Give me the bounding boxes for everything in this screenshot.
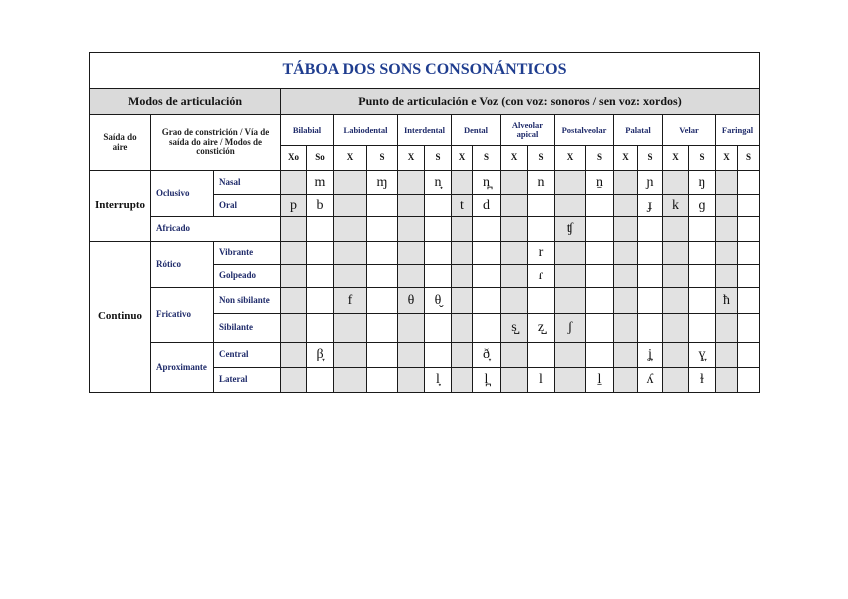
- voice-header: S: [425, 146, 452, 171]
- symbol-cell: [281, 368, 307, 393]
- header-row: [90, 89, 760, 115]
- symbol-cell: [614, 195, 638, 217]
- mode-label: Nasal: [214, 171, 281, 195]
- airflow-label: Interrupto: [90, 171, 151, 242]
- symbol-cell: [367, 242, 398, 265]
- symbol-cell: [738, 265, 760, 288]
- airflow-header-label: Saída do aire: [103, 132, 137, 152]
- symbol-cell: [367, 195, 398, 217]
- symbol-cell: [367, 217, 398, 242]
- symbol-cell: [738, 314, 760, 343]
- constriction-label: Aproximante: [151, 343, 214, 393]
- place-header: Bilabial: [281, 115, 334, 146]
- symbol-cell: [398, 343, 425, 368]
- symbol-cell: [425, 242, 452, 265]
- symbol-cell: [473, 242, 501, 265]
- symbol-cell: [281, 217, 307, 242]
- symbol-cell: [689, 314, 716, 343]
- symbol-cell: [501, 343, 528, 368]
- symbol-cell: [738, 242, 760, 265]
- symbol-cell: [716, 265, 738, 288]
- symbol-cell: [307, 314, 334, 343]
- symbol-cell: s̺: [501, 314, 528, 343]
- symbol-cell: [334, 195, 367, 217]
- voice-header: S: [528, 146, 555, 171]
- symbol-cell: [586, 288, 614, 314]
- symbol-cell: [398, 242, 425, 265]
- symbol-cell: [281, 265, 307, 288]
- symbol-cell: [501, 265, 528, 288]
- symbol-cell: [334, 265, 367, 288]
- symbol-cell: n: [528, 171, 555, 195]
- symbol-cell: ɡ: [689, 195, 716, 217]
- voice-header: S: [689, 146, 716, 171]
- voice-header: So: [307, 146, 334, 171]
- symbol-cell: [334, 343, 367, 368]
- symbol-cell: [398, 217, 425, 242]
- symbol-cell: [334, 368, 367, 393]
- symbol-cell: ɾ: [528, 265, 555, 288]
- symbol-cell: [452, 314, 473, 343]
- place-voice-header: Punto de articulación e Voz (con voz: sonoros / sen voz: xordos): [281, 89, 760, 115]
- symbol-cell: [452, 368, 473, 393]
- table-row: [90, 242, 760, 265]
- symbol-cell: [398, 171, 425, 195]
- symbol-cell: [663, 171, 689, 195]
- symbol-cell: [663, 242, 689, 265]
- voice-header: S: [367, 146, 398, 171]
- symbol-cell: [586, 217, 614, 242]
- voice-header: X: [716, 146, 738, 171]
- symbol-cell: t: [452, 195, 473, 217]
- symbol-cell: p: [281, 195, 307, 217]
- symbol-cell: [367, 343, 398, 368]
- symbol-cell: [281, 288, 307, 314]
- constriction-label: Africado: [151, 217, 281, 242]
- symbol-cell: [614, 343, 638, 368]
- symbol-cell: [614, 265, 638, 288]
- mode-label: Central: [214, 343, 281, 368]
- symbol-cell: [716, 171, 738, 195]
- symbol-cell: l: [528, 368, 555, 393]
- symbol-cell: [689, 265, 716, 288]
- symbol-cell: [528, 217, 555, 242]
- symbol-cell: [614, 217, 638, 242]
- symbol-cell: [738, 288, 760, 314]
- symbol-cell: [638, 265, 663, 288]
- symbol-cell: ŋ: [689, 171, 716, 195]
- symbol-cell: [425, 217, 452, 242]
- symbol-cell: [555, 288, 586, 314]
- title-row: [90, 53, 760, 89]
- symbol-cell: r: [528, 242, 555, 265]
- symbol-cell: [501, 171, 528, 195]
- constriction-header-label: Grao de constrición / Vía de saída do aire / Modos de constición: [161, 127, 270, 157]
- constriction-header: [151, 115, 281, 171]
- symbol-cell: [452, 288, 473, 314]
- symbol-cell: [501, 368, 528, 393]
- symbol-cell: [614, 368, 638, 393]
- symbol-cell: [716, 368, 738, 393]
- symbol-cell: [425, 314, 452, 343]
- symbol-cell: l̠: [586, 368, 614, 393]
- table-row: [90, 343, 760, 368]
- symbol-cell: [367, 288, 398, 314]
- mode-label: Oral: [214, 195, 281, 217]
- symbol-cell: [738, 368, 760, 393]
- symbol-cell: [307, 288, 334, 314]
- symbol-cell: [307, 265, 334, 288]
- symbol-cell: n̟: [425, 171, 452, 195]
- symbol-cell: [334, 242, 367, 265]
- symbol-cell: ʃ: [555, 314, 586, 343]
- symbol-cell: [501, 288, 528, 314]
- place-header: Dental: [452, 115, 501, 146]
- symbol-cell: [528, 288, 555, 314]
- modes-header: Modos de articulación: [90, 89, 281, 115]
- symbol-cell: [716, 195, 738, 217]
- places-header-row: [90, 115, 760, 146]
- voice-header: X: [555, 146, 586, 171]
- symbol-cell: [307, 217, 334, 242]
- symbol-cell: [614, 171, 638, 195]
- voice-header: S: [473, 146, 501, 171]
- symbol-cell: [452, 242, 473, 265]
- symbol-cell: [334, 314, 367, 343]
- symbol-cell: [398, 314, 425, 343]
- symbol-cell: [663, 343, 689, 368]
- table-title: TÁBOA DOS SONS CONSONÁNTICOS: [90, 53, 760, 89]
- symbol-cell: [555, 368, 586, 393]
- airflow-label: Continuo: [90, 242, 151, 393]
- symbol-cell: [689, 217, 716, 242]
- symbol-cell: [614, 314, 638, 343]
- symbol-cell: [663, 314, 689, 343]
- symbol-cell: [473, 288, 501, 314]
- symbol-cell: [716, 343, 738, 368]
- symbol-cell: [586, 195, 614, 217]
- symbol-cell: [738, 195, 760, 217]
- symbol-cell: [367, 265, 398, 288]
- symbol-cell: ɫ: [689, 368, 716, 393]
- symbol-cell: [555, 343, 586, 368]
- voice-header: X: [398, 146, 425, 171]
- place-header: Velar: [663, 115, 716, 146]
- mode-label: Golpeado: [214, 265, 281, 288]
- symbol-cell: [716, 314, 738, 343]
- symbol-cell: [555, 195, 586, 217]
- symbol-cell: [555, 242, 586, 265]
- symbol-cell: ʎ: [638, 368, 663, 393]
- symbol-cell: [452, 343, 473, 368]
- symbol-cell: [638, 314, 663, 343]
- symbol-cell: [716, 217, 738, 242]
- symbol-cell: [738, 343, 760, 368]
- symbol-cell: [638, 242, 663, 265]
- voice-header: X: [663, 146, 689, 171]
- symbol-cell: θ̬: [425, 288, 452, 314]
- symbol-cell: [689, 288, 716, 314]
- voice-header: X: [334, 146, 367, 171]
- symbol-cell: f: [334, 288, 367, 314]
- place-header: Faringal: [716, 115, 760, 146]
- symbol-cell: ʧ: [555, 217, 586, 242]
- constriction-label: Oclusivo: [151, 171, 214, 217]
- symbol-cell: [638, 217, 663, 242]
- table-row: [90, 217, 760, 242]
- symbol-cell: [452, 217, 473, 242]
- symbol-cell: n̪: [473, 171, 501, 195]
- symbol-cell: [281, 343, 307, 368]
- symbol-cell: [614, 288, 638, 314]
- symbol-cell: [473, 217, 501, 242]
- table-body: [90, 171, 760, 393]
- symbol-cell: ʝ̞: [638, 343, 663, 368]
- symbol-cell: l̪: [473, 368, 501, 393]
- voice-header: S: [638, 146, 663, 171]
- symbol-cell: [334, 217, 367, 242]
- symbol-cell: [425, 343, 452, 368]
- voice-header: X: [501, 146, 528, 171]
- symbol-cell: [473, 265, 501, 288]
- symbol-cell: [501, 242, 528, 265]
- symbol-cell: [586, 265, 614, 288]
- symbol-cell: l̟: [425, 368, 452, 393]
- voice-header: X: [452, 146, 473, 171]
- symbol-cell: [425, 195, 452, 217]
- symbol-cell: [501, 195, 528, 217]
- symbol-cell: [307, 368, 334, 393]
- symbol-cell: [281, 242, 307, 265]
- place-header: Palatal: [614, 115, 663, 146]
- table-row: [90, 171, 760, 195]
- symbol-cell: [452, 265, 473, 288]
- symbol-cell: [281, 171, 307, 195]
- constriction-label: Rótico: [151, 242, 214, 288]
- place-header: Labiodental: [334, 115, 398, 146]
- symbol-cell: [367, 368, 398, 393]
- symbol-cell: [638, 288, 663, 314]
- symbol-cell: [398, 368, 425, 393]
- symbol-cell: [367, 314, 398, 343]
- symbol-cell: ɣ̞: [689, 343, 716, 368]
- symbol-cell: n̠: [586, 171, 614, 195]
- symbol-cell: [528, 195, 555, 217]
- symbol-cell: z̺: [528, 314, 555, 343]
- place-header: Postalveolar: [555, 115, 614, 146]
- symbol-cell: [663, 288, 689, 314]
- symbol-cell: [398, 195, 425, 217]
- symbol-cell: [398, 265, 425, 288]
- symbol-cell: [663, 265, 689, 288]
- consonant-table: [89, 52, 760, 393]
- place-header: Alveolar apical: [501, 115, 555, 146]
- symbol-cell: [307, 242, 334, 265]
- voice-header: S: [738, 146, 760, 171]
- symbol-cell: [452, 171, 473, 195]
- symbol-cell: [716, 242, 738, 265]
- place-header: Interdental: [398, 115, 452, 146]
- symbol-cell: ð̞: [473, 343, 501, 368]
- symbol-cell: [281, 314, 307, 343]
- symbol-cell: [473, 314, 501, 343]
- symbol-cell: [501, 217, 528, 242]
- symbol-cell: m: [307, 171, 334, 195]
- symbol-cell: k: [663, 195, 689, 217]
- mode-label: Non sibilante: [214, 288, 281, 314]
- symbol-cell: [738, 171, 760, 195]
- symbol-cell: ħ: [716, 288, 738, 314]
- mode-label: Sibilante: [214, 314, 281, 343]
- symbol-cell: b: [307, 195, 334, 217]
- symbol-cell: ɟ: [638, 195, 663, 217]
- airflow-header: [90, 115, 151, 171]
- symbol-cell: d: [473, 195, 501, 217]
- constriction-label: Fricativo: [151, 288, 214, 343]
- symbol-cell: [586, 314, 614, 343]
- table-row: [90, 288, 760, 314]
- symbol-cell: [689, 242, 716, 265]
- symbol-cell: [614, 242, 638, 265]
- symbol-cell: [528, 343, 555, 368]
- voice-header: X: [614, 146, 638, 171]
- symbol-cell: θ: [398, 288, 425, 314]
- mode-label: Lateral: [214, 368, 281, 393]
- symbol-cell: [663, 368, 689, 393]
- symbol-cell: [425, 265, 452, 288]
- symbol-cell: [334, 171, 367, 195]
- symbol-cell: [663, 217, 689, 242]
- symbol-cell: ɱ: [367, 171, 398, 195]
- symbol-cell: [586, 343, 614, 368]
- symbol-cell: [555, 265, 586, 288]
- voice-header: Xo: [281, 146, 307, 171]
- symbol-cell: [586, 242, 614, 265]
- symbol-cell: [555, 171, 586, 195]
- symbol-cell: [738, 217, 760, 242]
- symbol-cell: ɲ: [638, 171, 663, 195]
- symbol-cell: β̞: [307, 343, 334, 368]
- voice-header: S: [586, 146, 614, 171]
- mode-label: Vibrante: [214, 242, 281, 265]
